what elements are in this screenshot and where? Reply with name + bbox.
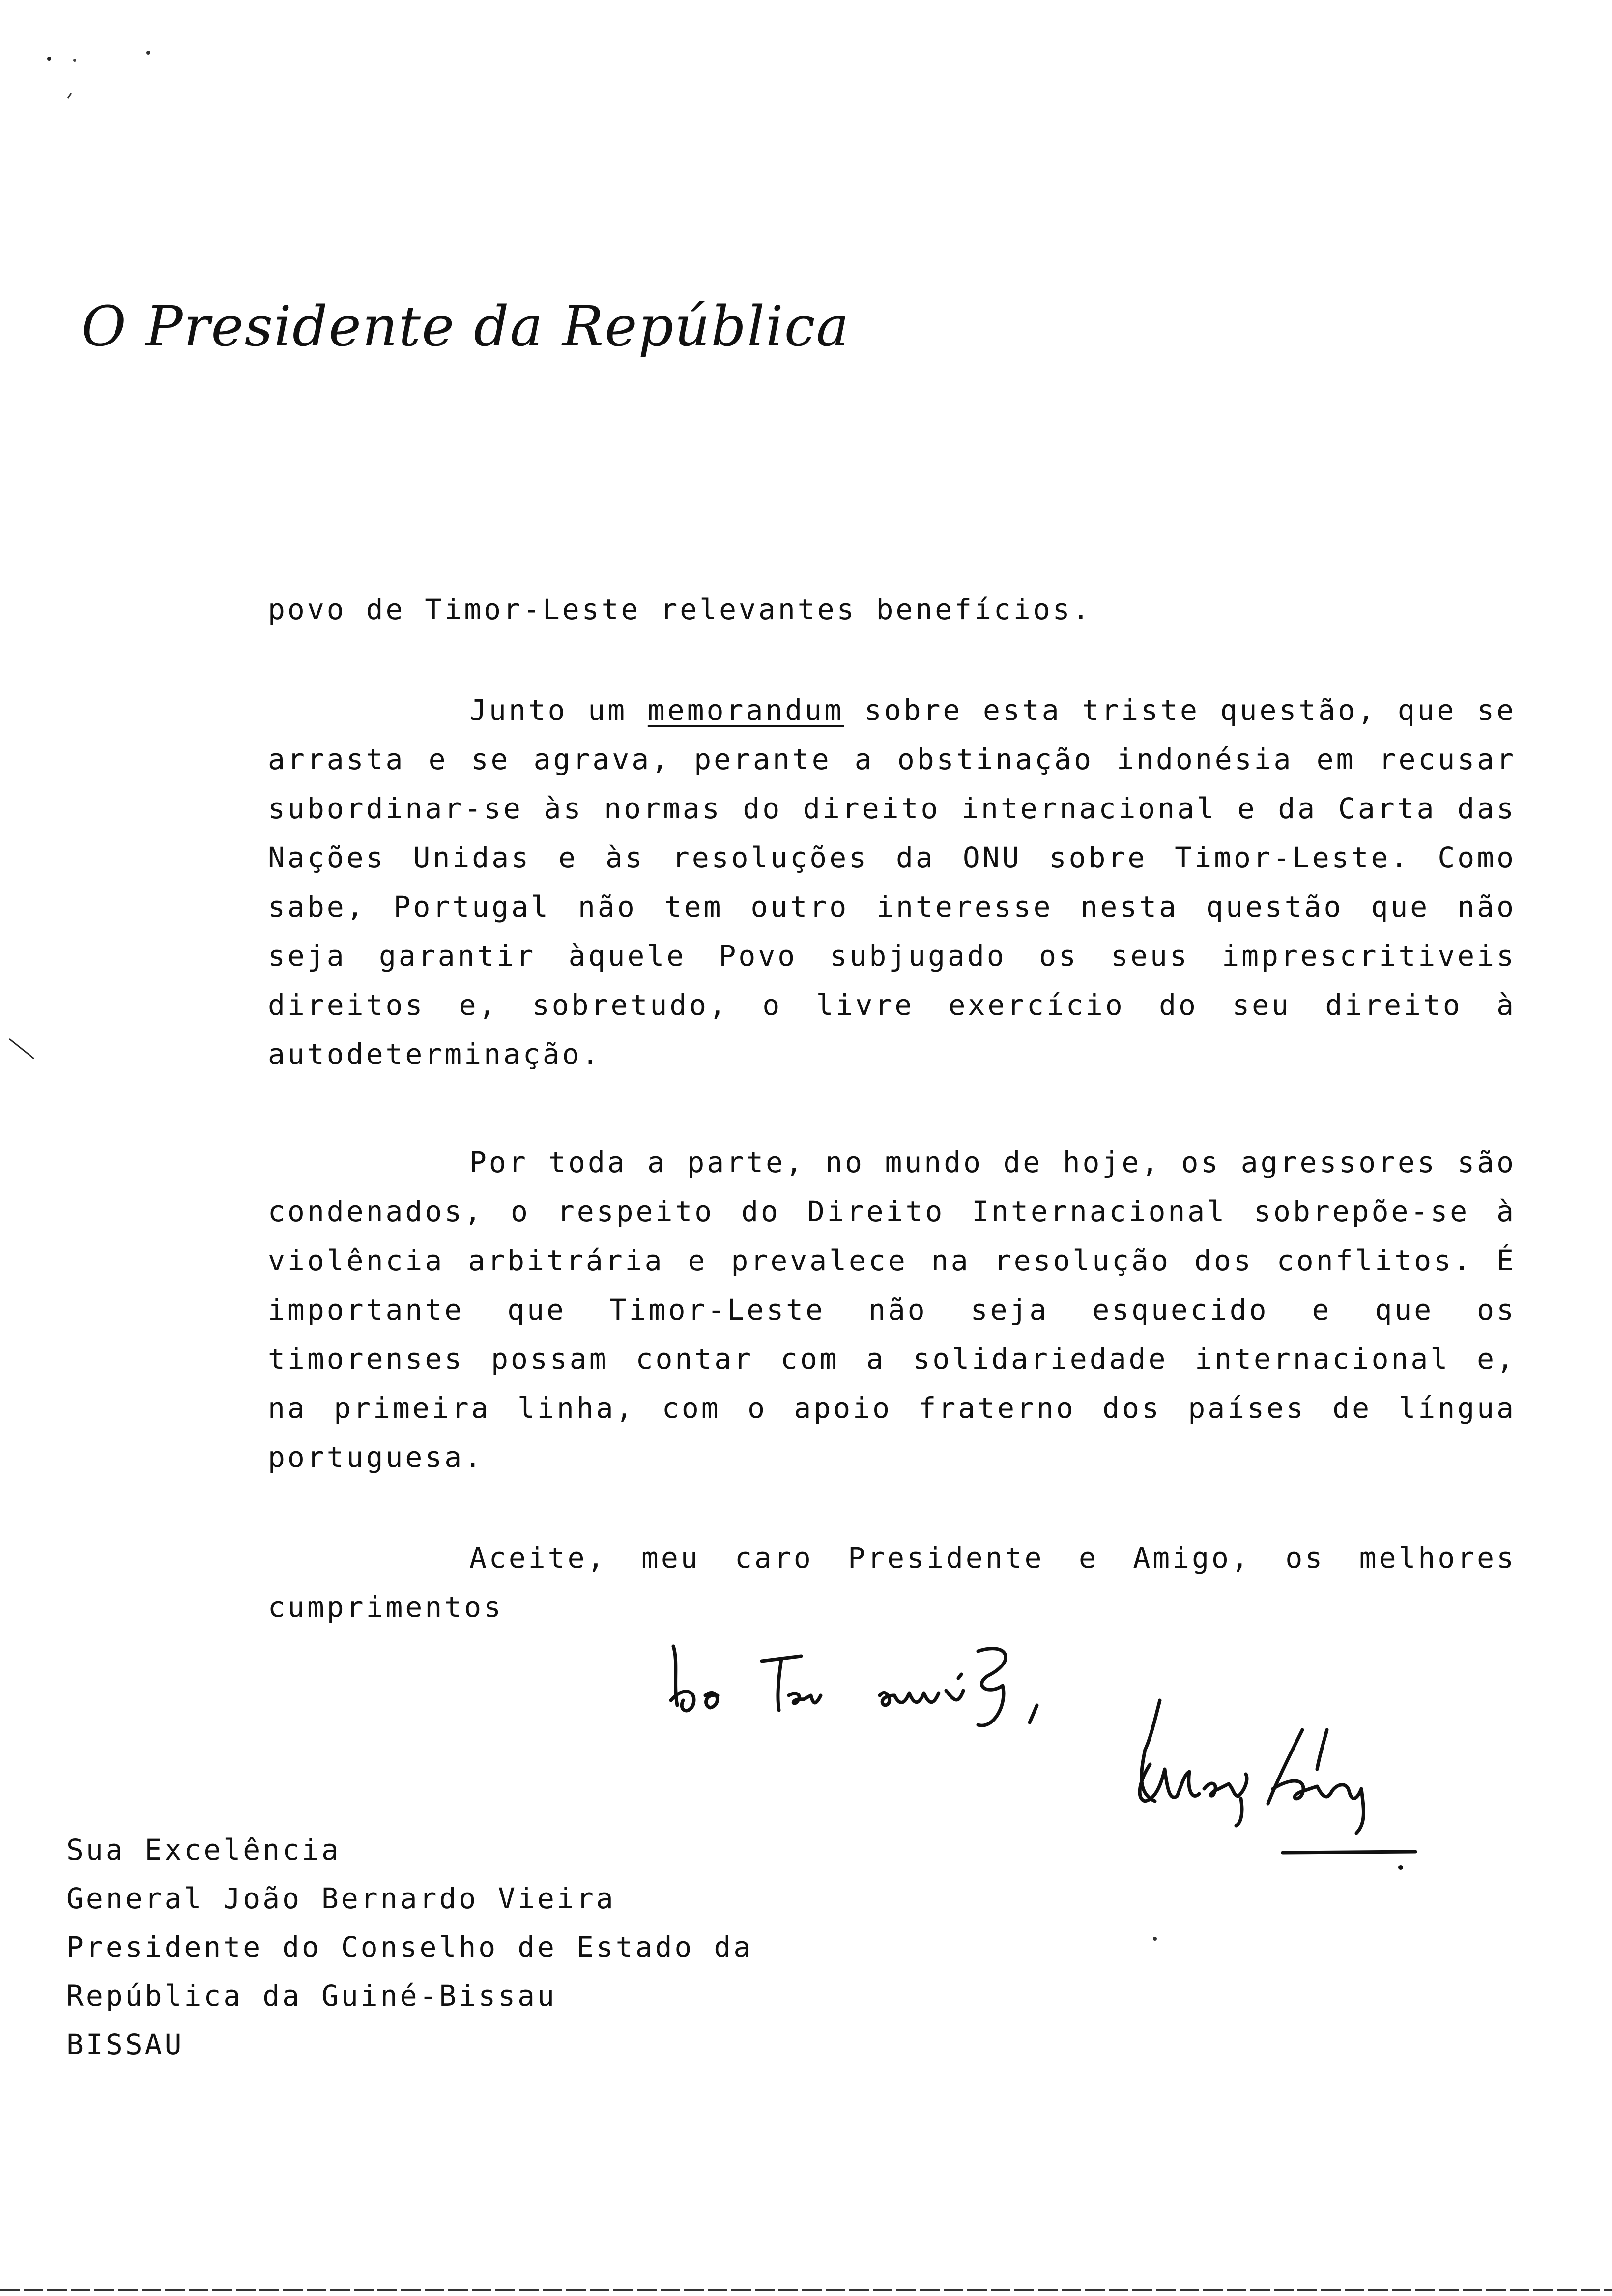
- handwritten-closing: [663, 1632, 1066, 1750]
- address-recipient-name: General João Bernardo Vieira: [66, 1882, 616, 1915]
- letterhead-title: O Presidente da República: [81, 295, 850, 359]
- address-recipient-title: Presidente do Conselho de Estado da: [66, 1930, 753, 1964]
- paragraph-memorandum: [268, 686, 1516, 1079]
- paragraph-international-law: [268, 1138, 1516, 1482]
- address-country: República da Guiné-Bissau: [66, 1979, 557, 2012]
- address-city: BISSAU: [66, 2028, 184, 2061]
- paragraph-greetings-text: Aceite, meu caro Presidente e Amigo, os melhores cumprimentos: [268, 1541, 1516, 1624]
- paragraph-greetings: [268, 1533, 1516, 1632]
- paragraph-memorandum-rest: sobre esta triste questão, que se arrasta e se agrava, perante a obstinação indonésia em recusar subordinar-se às normas do direito internacional e da Carta das Nações Unidas e às resoluções da ONU sobre Timor-Leste. Como sabe, Portugal não tem outro interesse nesta questão que não seja garantir àquele Povo subjugado os seus imprescritiveis direitos e, sobretudo, o livre exercício do seu direito à autodeterminação.: [268, 693, 1516, 1071]
- scan-specks: [44, 47, 162, 101]
- page-bottom-edge: [0, 2289, 1612, 2291]
- paragraph-memorandum-start: Junto um: [469, 693, 648, 727]
- continuation-line: povo de Timor-Leste relevantes benefícios.: [268, 593, 1092, 626]
- scan-dot: [1150, 1934, 1160, 1944]
- memorandum-word: memorandum: [647, 693, 844, 727]
- margin-tick: [7, 1037, 37, 1062]
- paragraph-international-law-text: Por toda a parte, no mundo de hoje, os agressores são condenados, o respeito do Direito Internacional sobrepõe-se à violência arbitrária e prevalece na resolução dos conflitos. É importante que Timor-Leste não seja esquecido e que os timorenses possam contar com a solidariedade internacional e, na primeira linha, com o apoio fraterno dos países de língua portuguesa.: [268, 1146, 1516, 1474]
- address-salutation: Sua Excelência: [66, 1833, 341, 1866]
- signature: [1071, 1691, 1425, 1902]
- recipient-address: [66, 1826, 753, 2069]
